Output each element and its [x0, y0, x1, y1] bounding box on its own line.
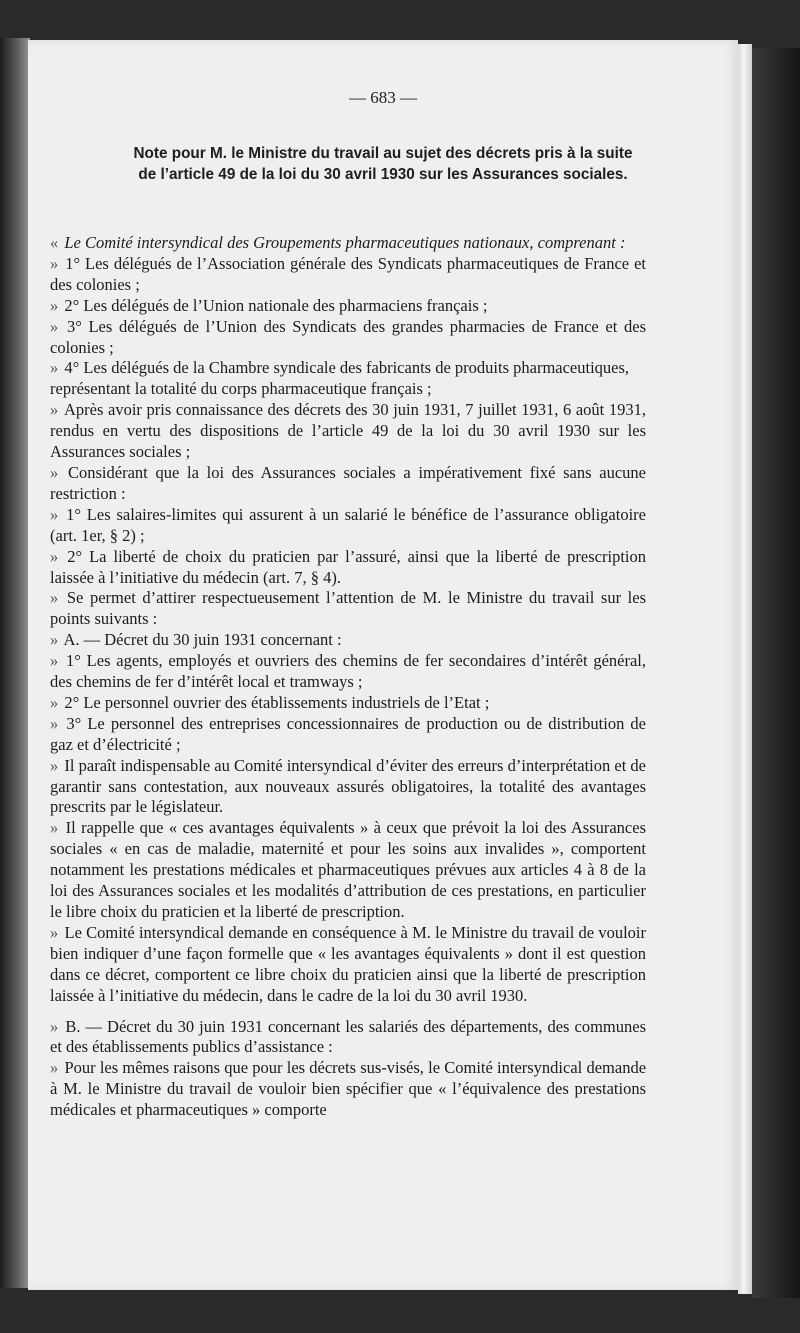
quote-mark: » — [50, 922, 59, 942]
quote-mark: » — [50, 755, 59, 775]
paragraph-text: B. — Décret du 30 juin 1931 concernant les salariés des départements, des communes et des établissements publics d’assistance : — [50, 1016, 646, 1057]
paragraph — [50, 296, 646, 317]
paragraph-text: 1° Les agents, employés et ouvriers des chemins de fer secondaires d’intérêt général, des chemins de fer d’intérêt local et tramways ; — [50, 651, 647, 692]
quote-mark: » — [50, 651, 59, 671]
paragraph-text: Le Comité intersyndical demande en conséquence à M. le Ministre du travail de vouloir bien indiquer d’une façon formelle que « les avantages équivalents » dont il est question dans ce décret, comportent ce libre choix du praticien ainsi que la liberté de prescription laissée à l’initiative du médecin, dans le cadre de la loi du 30 avril 1930. — [50, 922, 647, 1005]
paragraph-text: Le Comité intersyndical des Groupements pharmaceutiques nationaux, comprenant : — [64, 233, 626, 252]
paragraph-text: 2° Le personnel ouvrier des établissements industriels de l’Etat ; — [64, 692, 490, 712]
paragraph-text: 2° Les délégués de l’Union nationale des pharmaciens français ; — [64, 295, 488, 315]
paragraph — [50, 1017, 646, 1059]
page-number: — 683 — — [349, 88, 417, 107]
document-body — [50, 233, 646, 1121]
quote-mark: » — [50, 358, 59, 378]
paragraph — [50, 693, 646, 714]
book-background — [752, 48, 800, 1298]
quote-mark: » — [50, 462, 59, 482]
paragraph-text: Se permet d’attirer respectueusement l’attention de M. le Ministre du travail sur les points suivants : — [50, 588, 646, 629]
paragraph — [50, 379, 646, 400]
paragraph — [50, 233, 646, 254]
page-edge — [738, 44, 752, 1294]
quote-mark: » — [50, 253, 59, 273]
quote-mark: » — [50, 400, 59, 420]
quote-mark: » — [50, 713, 59, 733]
paragraph — [50, 505, 646, 547]
paragraph-text: Il paraît indispensable au Comité intersyndical d’éviter des erreurs d’interprétation et de garantir sans contestation, aux nouveaux assurés obligatoires, la totalité des avantages prescrits par le législateur. — [50, 755, 647, 817]
quote-mark: » — [50, 504, 59, 524]
title-line: Note pour M. le Ministre du travail au sujet des décrets pris à la suite — [133, 145, 633, 162]
paragraph — [50, 463, 646, 505]
paragraph-text: A. — Décret du 30 juin 1931 concernant : — [63, 630, 342, 650]
paragraph-text: représentant la totalité du corps pharmaceutique français ; — [50, 379, 432, 399]
paragraph-text: 4° Les délégués de la Chambre syndicale des fabricants de produits pharmaceutiques, — [64, 358, 630, 378]
paragraph-text: 3° Le personnel des entreprises concessionnaires de production ou de distribution de gaz et d’électricité ; — [50, 713, 646, 754]
document-page — [28, 40, 738, 1290]
paragraph-text: Après avoir pris connaissance des décrets des 30 juin 1931, 7 juillet 1931, 6 août 1931, rendus en vertu des dispositions de l’article 49 de la loi du 30 avril 1930 sur les Assurances sociales ; — [50, 400, 646, 462]
paragraph — [50, 630, 646, 651]
paragraph — [50, 1058, 646, 1121]
paragraph — [50, 547, 646, 589]
paragraph — [50, 923, 646, 1007]
paragraph — [50, 358, 646, 379]
paragraph-text: Pour les mêmes raisons que pour les décrets sus-visés, le Comité intersyndical demande à M. le Ministre du travail de vouloir bien spécifier que « l’équivalence des prestations médicales et pharmaceutiques » comporte — [50, 1058, 647, 1120]
paragraph — [50, 651, 646, 693]
paragraph — [50, 254, 646, 296]
paragraph — [50, 714, 646, 756]
quote-mark: » — [50, 588, 59, 608]
paragraph — [50, 818, 646, 923]
quote-mark: » — [50, 630, 59, 650]
quote-mark: » — [50, 1016, 59, 1036]
quote-mark: » — [50, 1058, 59, 1078]
quote-mark: » — [50, 316, 59, 336]
paragraph-text: 3° Les délégués de l’Union des Syndicats des grandes pharmacies de France et des colonies ; — [50, 316, 647, 357]
paragraph-text: 1° Les délégués de l’Association générale des Syndicats pharmaceutiques de France et des colonies ; — [50, 253, 646, 294]
paragraph — [50, 756, 646, 819]
quote-mark: « — [50, 233, 59, 252]
paragraph-text: Il rappelle que « ces avantages équivalents » à ceux que prévoit la loi des Assurances sociales « en cas de maladie, maternité et pour les soins aux invalides », comportent notamment les prestations médicales et pharmaceutiques prévues aux articles 4 à 8 de la loi des Assurances sociales et les modalités d’attribution de ces prestations, en particulier le libre choix du praticien et la liberté de prescription. — [50, 818, 647, 921]
paragraph-text: Considérant que la loi des Assurances sociales a impérativement fixé sans aucune restriction : — [50, 462, 646, 503]
quote-mark: » — [50, 295, 59, 315]
paragraph — [50, 317, 646, 359]
quote-mark: » — [50, 546, 59, 566]
quote-mark: » — [50, 818, 59, 838]
paragraph — [50, 588, 646, 630]
paragraph-gap — [50, 1007, 646, 1017]
paragraph — [50, 400, 646, 463]
paragraph-text: 2° La liberté de choix du praticien par l’assuré, ainsi que la liberté de prescription laissée à l’initiative du médecin (art. 7, § 4). — [50, 546, 646, 587]
book-binding-shadow — [0, 38, 30, 1288]
title-line: de l’article 49 de la loi du 30 avril 1930 sur les Assurances sociales. — [138, 166, 628, 183]
document-title — [78, 143, 688, 185]
quote-mark: » — [50, 692, 59, 712]
paragraph-text: 1° Les salaires-limites qui assurent à un salarié le bénéfice de l’assurance obligatoire (art. 1er, § 2) ; — [50, 504, 646, 545]
